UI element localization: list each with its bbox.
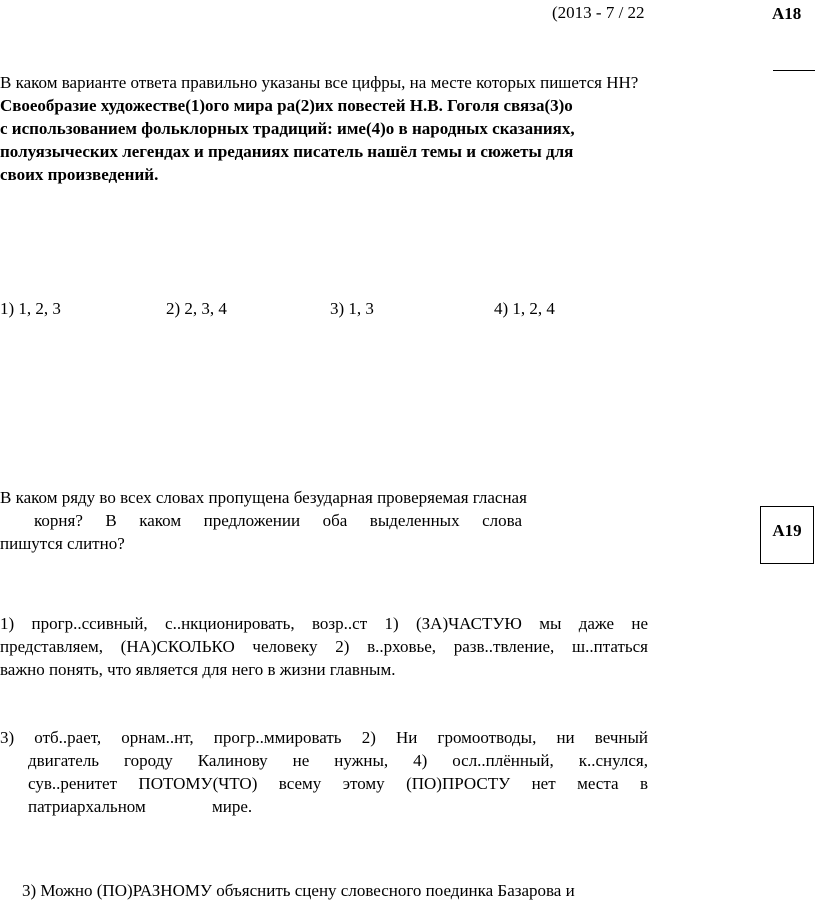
q18-option-2[interactable]: 2) 2, 3, 4 [166,299,227,318]
q18-prompt: В каком варианте ответа правильно указаны все цифры, на месте которых пишется НН? [0,73,639,92]
q19-block2-line-4a: патриархальном [28,797,146,816]
q19-block2-line-3: сув..ренитет ПОТОМУ(ЧТО) всему этому (ПО)ПРОСТУ нет места в [28,774,648,793]
q19-last-line: 3) Можно (ПО)РАЗНОМУ объяснить сцену словесного поединка Базарова и [22,881,575,900]
q18-option-4[interactable]: 4) 1, 2, 4 [494,299,555,318]
q18-text-line-2: с использованием фольклорных традиций: име(4)о в народных сказаниях, [0,119,575,138]
q18-text-line-3: полуязыческих легендах и преданиях писатель нашёл темы и сюжеты для [0,142,574,161]
q18-text-line-4: своих произведений. [0,165,159,184]
q19-block2-line-2: двигатель городу Калинову не нужны, 4) осл..плённый, к..снулся, [28,751,648,770]
q19-block2-line-1: 3) отб..рает, орнам..нт, прогр..ммировать 2) Ни громоотводы, ни вечный [0,728,648,747]
q18-text-line-1: Своеобразие художестве(1)ого мира ра(2)их повестей Н.В. Гоголя связа(3)о [0,96,573,115]
q19-line-2: корня? В каком предложении оба выделенных слова [34,511,522,530]
task-label-a18: A18 [772,4,802,23]
q19-block1-line-1: 1) прогр..ссивный, с..нкционировать, возр..ст 1) (ЗА)ЧАСТУЮ мы даже не [0,614,648,633]
q19-block2-line-4b: мире. [212,797,253,816]
q19-block1-line-3: важно понять, что является для него в жизни главным. [0,660,396,679]
q19-block1-line-2: представляем, (НА)СКОЛЬКО человеку 2) в..рховье, разв..твление, ш..птаться [0,637,648,656]
q18-option-3[interactable]: 3) 1, 3 [330,299,374,318]
q18-option-1[interactable]: 1) 1, 2, 3 [0,299,61,318]
q19-line-3: пишутся слитно? [0,534,125,553]
task-box-a19: A19 [760,506,814,564]
page-number: (2013 - 7 / 22 [552,3,645,22]
q19-line-1: В каком ряду во всех словах пропущена безударная проверяемая гласная [0,488,527,507]
answer-line-a18 [773,70,815,71]
